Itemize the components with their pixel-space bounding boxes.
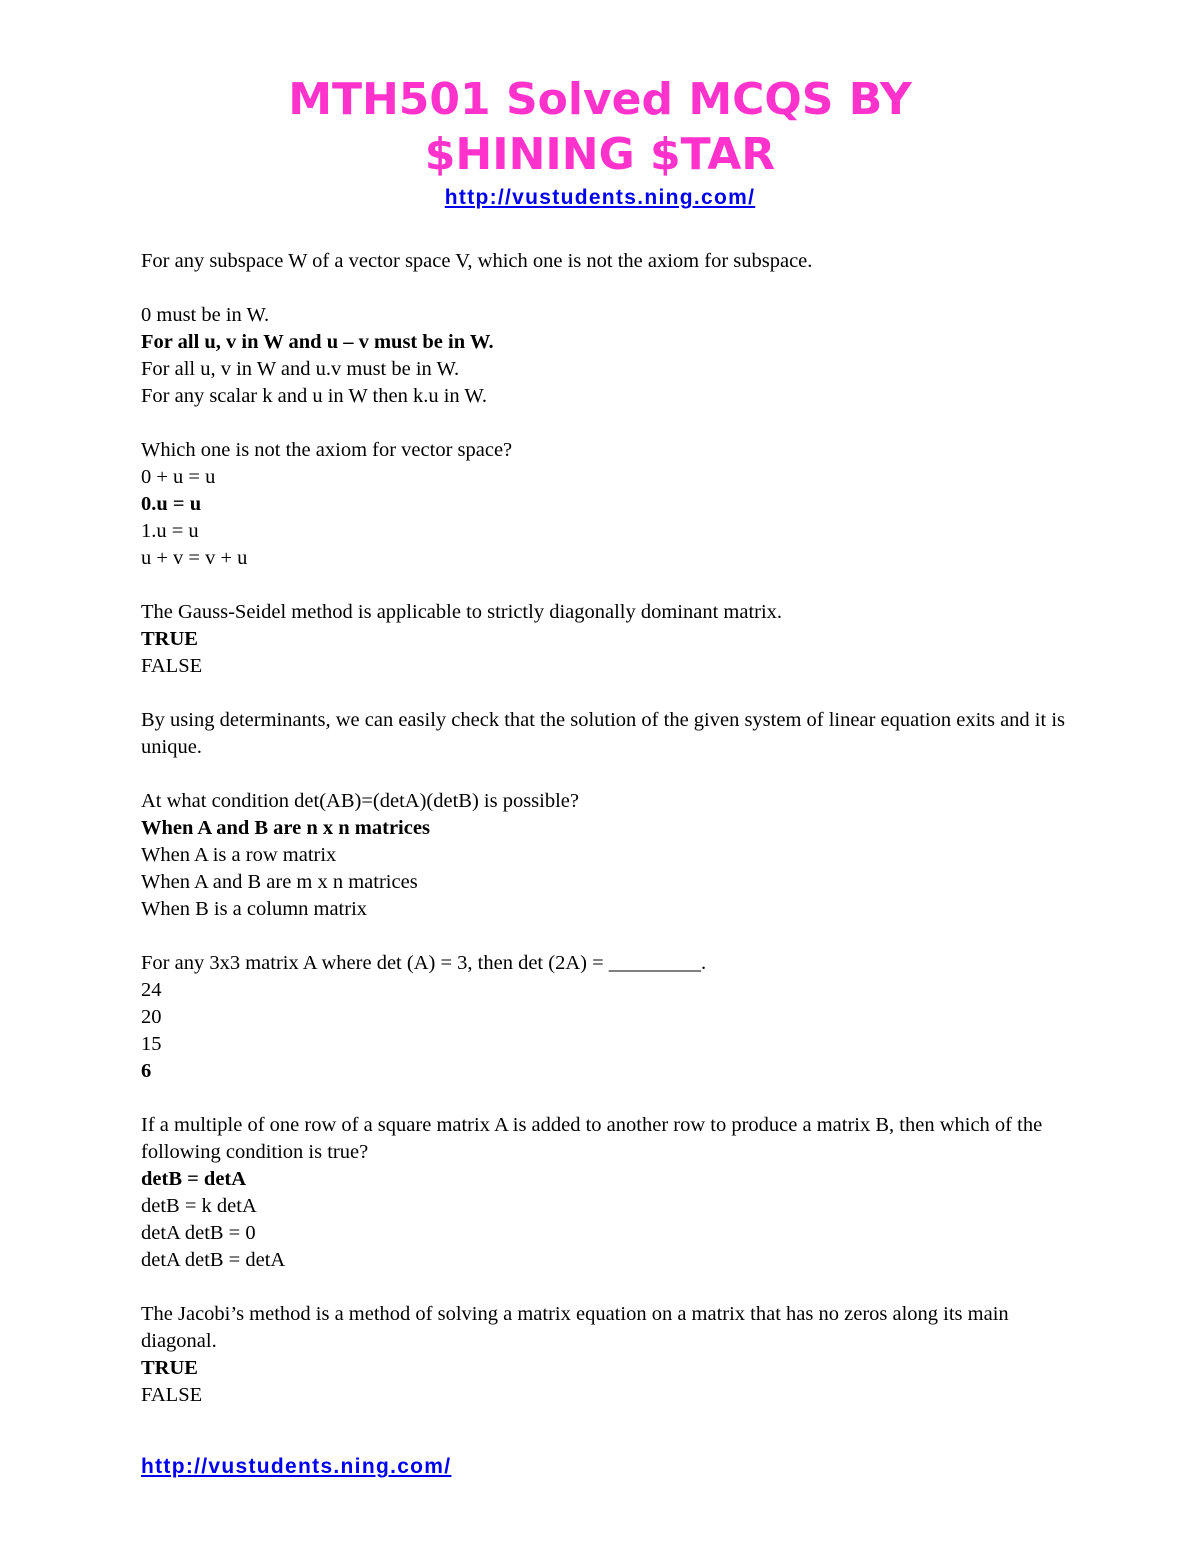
- option: 0 must be in W.: [141, 304, 270, 326]
- option: 24: [141, 979, 162, 1001]
- option: u + v = v + u: [141, 547, 248, 569]
- question-text: The Jacobi’s method is a method of solving a matrix equation on a matrix that has no zeros along its main diagonal.: [141, 1303, 1009, 1352]
- options-list: [141, 977, 1071, 1085]
- option: detA detB = detA: [141, 1249, 286, 1271]
- document-title-line-2: $HINING $TAR: [424, 129, 776, 180]
- question-block: [141, 437, 1071, 572]
- question-text: The Gauss-Seidel method is applicable to strictly diagonally dominant matrix.: [141, 601, 783, 623]
- options-list: [141, 302, 1071, 410]
- option-correct: TRUE: [141, 1357, 198, 1379]
- question-block: [141, 950, 1071, 1085]
- option: For any scalar k and u in W then k.u in W.: [141, 385, 487, 407]
- option: detA detB = 0: [141, 1222, 256, 1244]
- option: When A is a row matrix: [141, 844, 337, 866]
- option: 1.u = u: [141, 520, 199, 542]
- question-block: [141, 599, 1071, 680]
- question-text: For any subspace W of a vector space V, which one is not the axiom for subspace.: [141, 250, 813, 272]
- question-block: [141, 248, 1071, 410]
- options-list: [141, 626, 1071, 680]
- option: When B is a column matrix: [141, 898, 368, 920]
- question-block: [141, 1112, 1071, 1274]
- option-correct: 0.u = u: [141, 493, 202, 515]
- question-block: [141, 1301, 1071, 1409]
- option: When A and B are m x n matrices: [141, 871, 418, 893]
- options-list: [141, 1166, 1071, 1274]
- questions-list: [141, 248, 1071, 1436]
- option-correct: TRUE: [141, 628, 198, 650]
- options-list: [141, 464, 1071, 572]
- document-title-line-1: MTH501 Solved MCQS BY: [288, 74, 912, 125]
- header-link[interactable]: http://vustudents.ning.com/: [444, 186, 756, 209]
- footer-link[interactable]: http://vustudents.ning.com/: [141, 1455, 452, 1478]
- option-correct: For all u, v in W and u – v must be in W.: [141, 331, 494, 353]
- option: 20: [141, 1006, 162, 1028]
- question-text: If a multiple of one row of a square matrix A is added to another row to produce a matrix B, then which of the following condition is true?: [141, 1114, 1043, 1163]
- question-block: [141, 788, 1071, 923]
- header-link-wrapper: [0, 186, 1200, 210]
- option-correct: When A and B are n x n matrices: [141, 817, 430, 839]
- option-correct: 6: [141, 1060, 152, 1082]
- option: 0 + u = u: [141, 466, 216, 488]
- option: FALSE: [141, 1384, 203, 1406]
- question-text: Which one is not the axiom for vector space?: [141, 439, 513, 461]
- options-list: [141, 815, 1071, 923]
- option: detB = k detA: [141, 1195, 257, 1217]
- question-text: At what condition det(AB)=(detA)(detB) is possible?: [141, 790, 579, 812]
- option: For all u, v in W and u.v must be in W.: [141, 358, 460, 380]
- question-block: [141, 707, 1071, 761]
- question-text: By using determinants, we can easily check that the solution of the given system of linear equation exits and it is unique.: [141, 709, 1065, 758]
- options-list: [141, 1355, 1071, 1409]
- option-correct: detB = detA: [141, 1168, 247, 1190]
- option: 15: [141, 1033, 162, 1055]
- question-text: For any 3x3 matrix A where det (A) = 3, then det (2A) = _________.: [141, 952, 707, 974]
- option: FALSE: [141, 655, 203, 677]
